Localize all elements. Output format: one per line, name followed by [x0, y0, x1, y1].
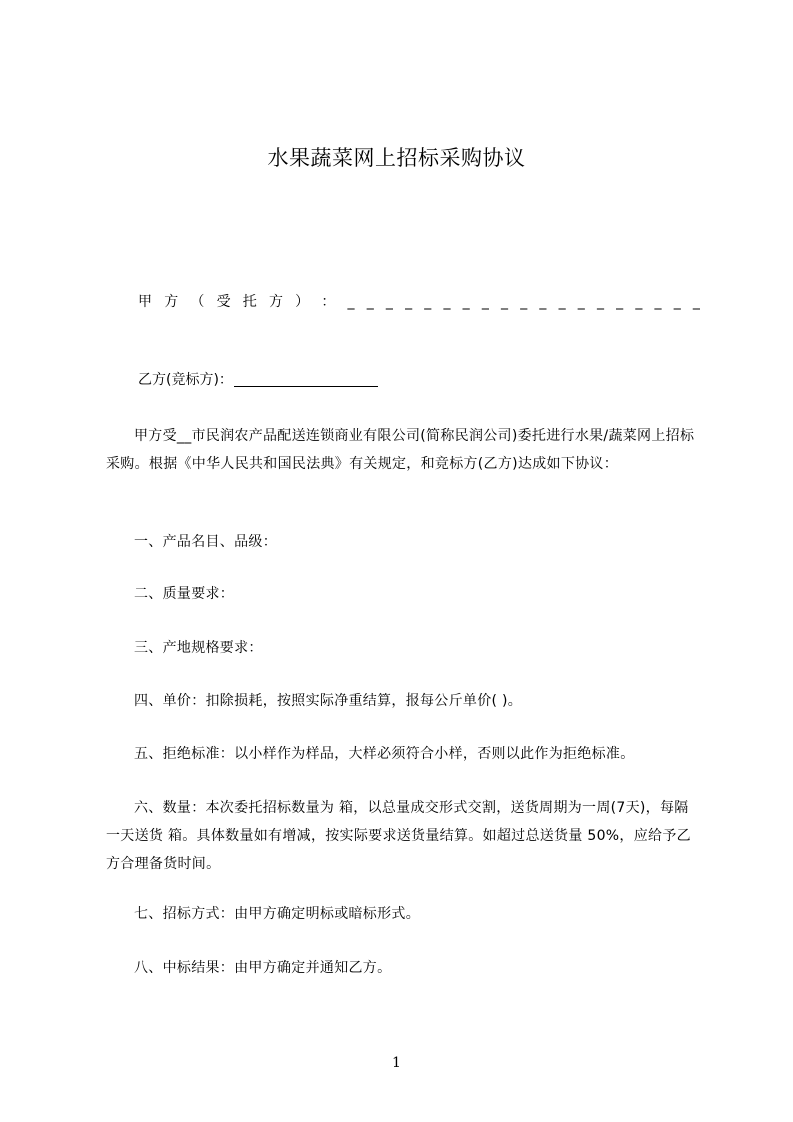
party-b-line — [138, 366, 378, 394]
party-a-char: _ — [385, 294, 393, 310]
party-a-char: _ — [481, 294, 489, 310]
clause-7: 七、招标方式：由甲方确定明标或暗标形式。 — [134, 906, 420, 922]
page-number: 1 — [392, 1055, 401, 1071]
party-a-char: _ — [673, 294, 681, 310]
clause-3: 三、产地规格要求： — [134, 640, 263, 656]
party-a-char: （ — [190, 294, 205, 310]
party-a-char: _ — [424, 294, 432, 310]
party-a-char: _ — [635, 294, 643, 310]
party-a-line — [138, 288, 700, 316]
party-a-char: 受 — [216, 294, 231, 310]
party-a-char: 方 — [268, 294, 283, 310]
party-a-char: _ — [405, 294, 413, 310]
clause-8: 八、中标结果：由甲方确定并通知乙方。 — [134, 960, 392, 976]
party-a-char: _ — [366, 294, 374, 310]
party-a-char: _ — [616, 294, 624, 310]
intro-paragraph: 甲方受__市民润农产品配送连锁商业有限公司(简称民润公司)委托进行水果/蔬菜网上招标采购。根据《中华人民共和国民法典》有关规定，和竞标方(乙方)达成如下协议： — [106, 428, 695, 472]
party-a-char: _ — [692, 294, 700, 310]
party-a-char: ： — [321, 294, 336, 310]
clause-1: 一、产品名目、品级： — [134, 534, 277, 550]
clause-2: 二、质量要求： — [134, 586, 235, 602]
party-a-char: _ — [539, 294, 547, 310]
party-a-char: _ — [654, 294, 662, 310]
party-a-char: _ — [577, 294, 585, 310]
party-a-char: 方 — [164, 294, 179, 310]
party-a-char: _ — [558, 294, 566, 310]
party-a-char: _ — [443, 294, 451, 310]
party-a-char: _ — [347, 294, 355, 310]
party-b-label: 乙方(竞标方)： — [138, 372, 233, 388]
clause-4: 四、单价：扣除损耗，按照实际净重结算，报每公斤单价( )。 — [134, 693, 523, 709]
party-a-char: 托 — [242, 294, 257, 310]
party-a-char: _ — [520, 294, 528, 310]
clause-5: 五、拒绝标准：以小样作为样品，大样必须符合小样，否则以此作为拒绝标准。 — [134, 746, 635, 762]
party-a-char: 甲 — [138, 294, 152, 310]
party-a-char: ） — [295, 294, 310, 310]
clause-6: 六、数量：本次委托招标数量为 箱，以总量成交形式交割，送货周期为一周(7天)，每隔一天送货 箱。具体数量如有增减，按实际要求送货量结算。如超过总送货量 50%，应给予乙方合理备货时间。 — [106, 800, 691, 872]
party-a-char: _ — [596, 294, 604, 310]
document-title: 水果蔬菜网上招标采购协议 — [267, 146, 526, 170]
party-a-char: _ — [462, 294, 470, 310]
party-a-char: _ — [501, 294, 508, 310]
party-b-blank — [234, 370, 378, 387]
